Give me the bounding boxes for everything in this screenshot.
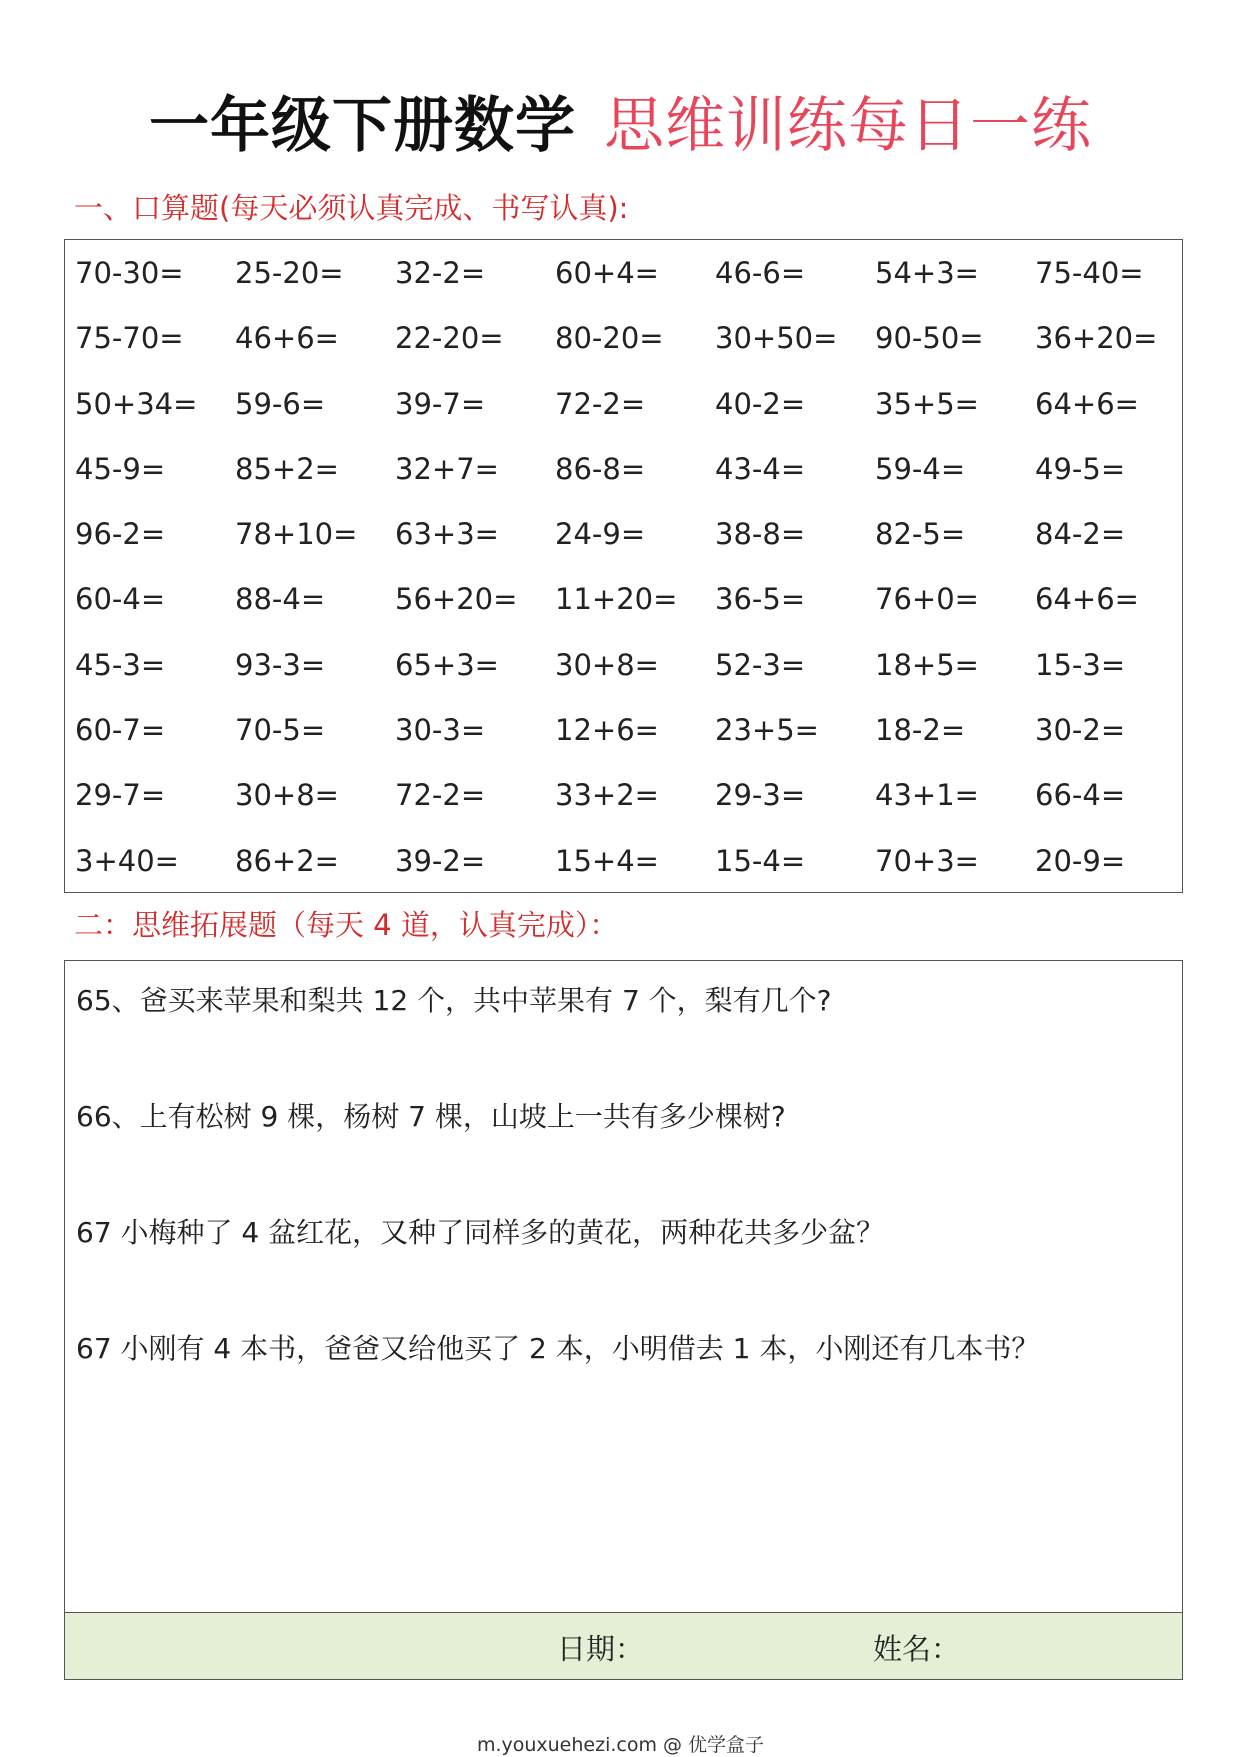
calc-problem: 18+5= xyxy=(875,647,979,682)
calc-problem: 70-30= xyxy=(75,256,184,290)
calc-problem: 15+4= xyxy=(555,843,659,878)
calc-problem: 96-2= xyxy=(75,517,166,552)
mental-math-grid xyxy=(75,253,1195,906)
calc-problem: 86-8= xyxy=(555,451,646,486)
calc-problem: 39-7= xyxy=(395,386,486,421)
calc-problem: 38-8= xyxy=(715,517,806,552)
calc-problem: 40-2= xyxy=(715,386,806,421)
calc-problem: 36+20= xyxy=(1035,321,1158,356)
calc-problem: 50+34= xyxy=(75,386,198,421)
title-accent: 思维训练每日一练 xyxy=(604,91,1092,161)
calc-problem: 76+0= xyxy=(875,582,979,617)
calc-problem: 45-3= xyxy=(75,647,166,682)
calc-problem: 52-3= xyxy=(715,647,806,682)
calc-problem: 39-2= xyxy=(395,843,486,878)
calc-problem: 15-3= xyxy=(1035,647,1126,682)
calc-problem: 36-5= xyxy=(715,582,806,617)
date-label: 日期： xyxy=(557,1632,645,1666)
word-problem: 66、上有松树 9 棵，杨树 7 棵，山坡上一共有多少棵树? xyxy=(76,1100,786,1133)
calc-problem: 72-2= xyxy=(555,386,646,421)
word-problem: 67 小梅种了 4 盆红花，又种了同样多的黄花，两种花共多少盆？ xyxy=(76,1216,885,1249)
mental-math-box xyxy=(64,239,1183,893)
calc-problem: 56+20= xyxy=(395,582,518,617)
date-name-band xyxy=(65,1612,1182,1679)
calc-problem: 90-50= xyxy=(875,321,984,356)
calc-problem: 60-4= xyxy=(75,582,166,617)
word-problem: 67 小刚有 4 本书，爸爸又给他买了 2 本，小明借去 1 本，小刚还有几本书？ xyxy=(76,1332,1040,1365)
calc-problem: 75-40= xyxy=(1035,256,1144,290)
calc-problem: 43+1= xyxy=(875,778,979,813)
title-main: 一年级下册数学 xyxy=(149,91,576,161)
calc-problem: 30-2= xyxy=(1035,713,1126,748)
calc-problem: 60-7= xyxy=(75,713,166,748)
page-title xyxy=(0,78,1241,164)
calc-problem: 46+6= xyxy=(235,321,339,356)
calc-problem: 30-3= xyxy=(395,713,486,748)
calc-problem: 12+6= xyxy=(555,713,659,748)
site-watermark: m.youxuehezi.com @ 优学盒子 xyxy=(476,1734,765,1756)
calc-problem: 93-3= xyxy=(235,647,326,682)
calc-problem: 70-5= xyxy=(235,713,326,748)
calc-problem: 45-9= xyxy=(75,451,166,486)
calc-problem: 29-3= xyxy=(715,778,806,813)
calc-problem: 75-70= xyxy=(75,321,184,356)
calc-problem: 15-4= xyxy=(715,843,806,878)
calc-problem: 70+3= xyxy=(875,843,979,878)
calc-problem: 54+3= xyxy=(875,256,979,290)
calc-problem: 64+6= xyxy=(1035,386,1139,421)
calc-problem: 66-4= xyxy=(1035,778,1126,813)
name-label: 姓名： xyxy=(873,1632,961,1666)
calc-problem: 30+8= xyxy=(555,647,659,682)
calc-problem: 11+20= xyxy=(555,582,678,617)
calc-problem: 3+40= xyxy=(75,843,179,878)
calc-problem: 33+2= xyxy=(555,778,659,813)
calc-problem: 32-2= xyxy=(395,256,486,290)
calc-problem: 72-2= xyxy=(395,778,486,813)
calc-problem: 63+3= xyxy=(395,517,499,552)
calc-problem: 20-9= xyxy=(1035,843,1126,878)
calc-problem: 64+6= xyxy=(1035,582,1139,617)
word-problems-box xyxy=(64,960,1183,1680)
calc-problem: 78+10= xyxy=(235,517,358,552)
calc-problem: 80-20= xyxy=(555,321,664,356)
calc-problem: 46-6= xyxy=(715,256,806,290)
calc-problem: 30+8= xyxy=(235,778,339,813)
word-problem: 65、爸买来苹果和梨共 12 个，共中苹果有 7 个，梨有几个? xyxy=(76,984,832,1017)
calc-problem: 25-20= xyxy=(235,256,344,290)
calc-problem: 82-5= xyxy=(875,517,966,552)
calc-problem: 43-4= xyxy=(715,451,806,486)
calc-problem: 59-6= xyxy=(235,386,326,421)
calc-problem: 49-5= xyxy=(1035,451,1126,486)
calc-problem: 88-4= xyxy=(235,582,326,617)
calc-problem: 23+5= xyxy=(715,713,819,748)
section2-heading: 二：思维拓展题（每天 4 道，认真完成）： xyxy=(74,908,619,942)
calc-problem: 22-20= xyxy=(395,321,504,356)
calc-problem: 84-2= xyxy=(1035,517,1126,552)
calc-problem: 32+7= xyxy=(395,451,499,486)
calc-problem: 29-7= xyxy=(75,778,166,813)
section1-heading: 一、口算题(每天必须认真完成、书写认真): xyxy=(74,191,629,225)
calc-problem: 86+2= xyxy=(235,843,339,878)
calc-problem: 59-4= xyxy=(875,451,966,486)
calc-problem: 30+50= xyxy=(715,321,838,356)
calc-problem: 65+3= xyxy=(395,647,499,682)
calc-problem: 18-2= xyxy=(875,713,966,748)
calc-problem: 35+5= xyxy=(875,386,979,421)
calc-problem: 24-9= xyxy=(555,517,646,552)
calc-problem: 60+4= xyxy=(555,256,659,290)
calc-problem: 85+2= xyxy=(235,451,339,486)
